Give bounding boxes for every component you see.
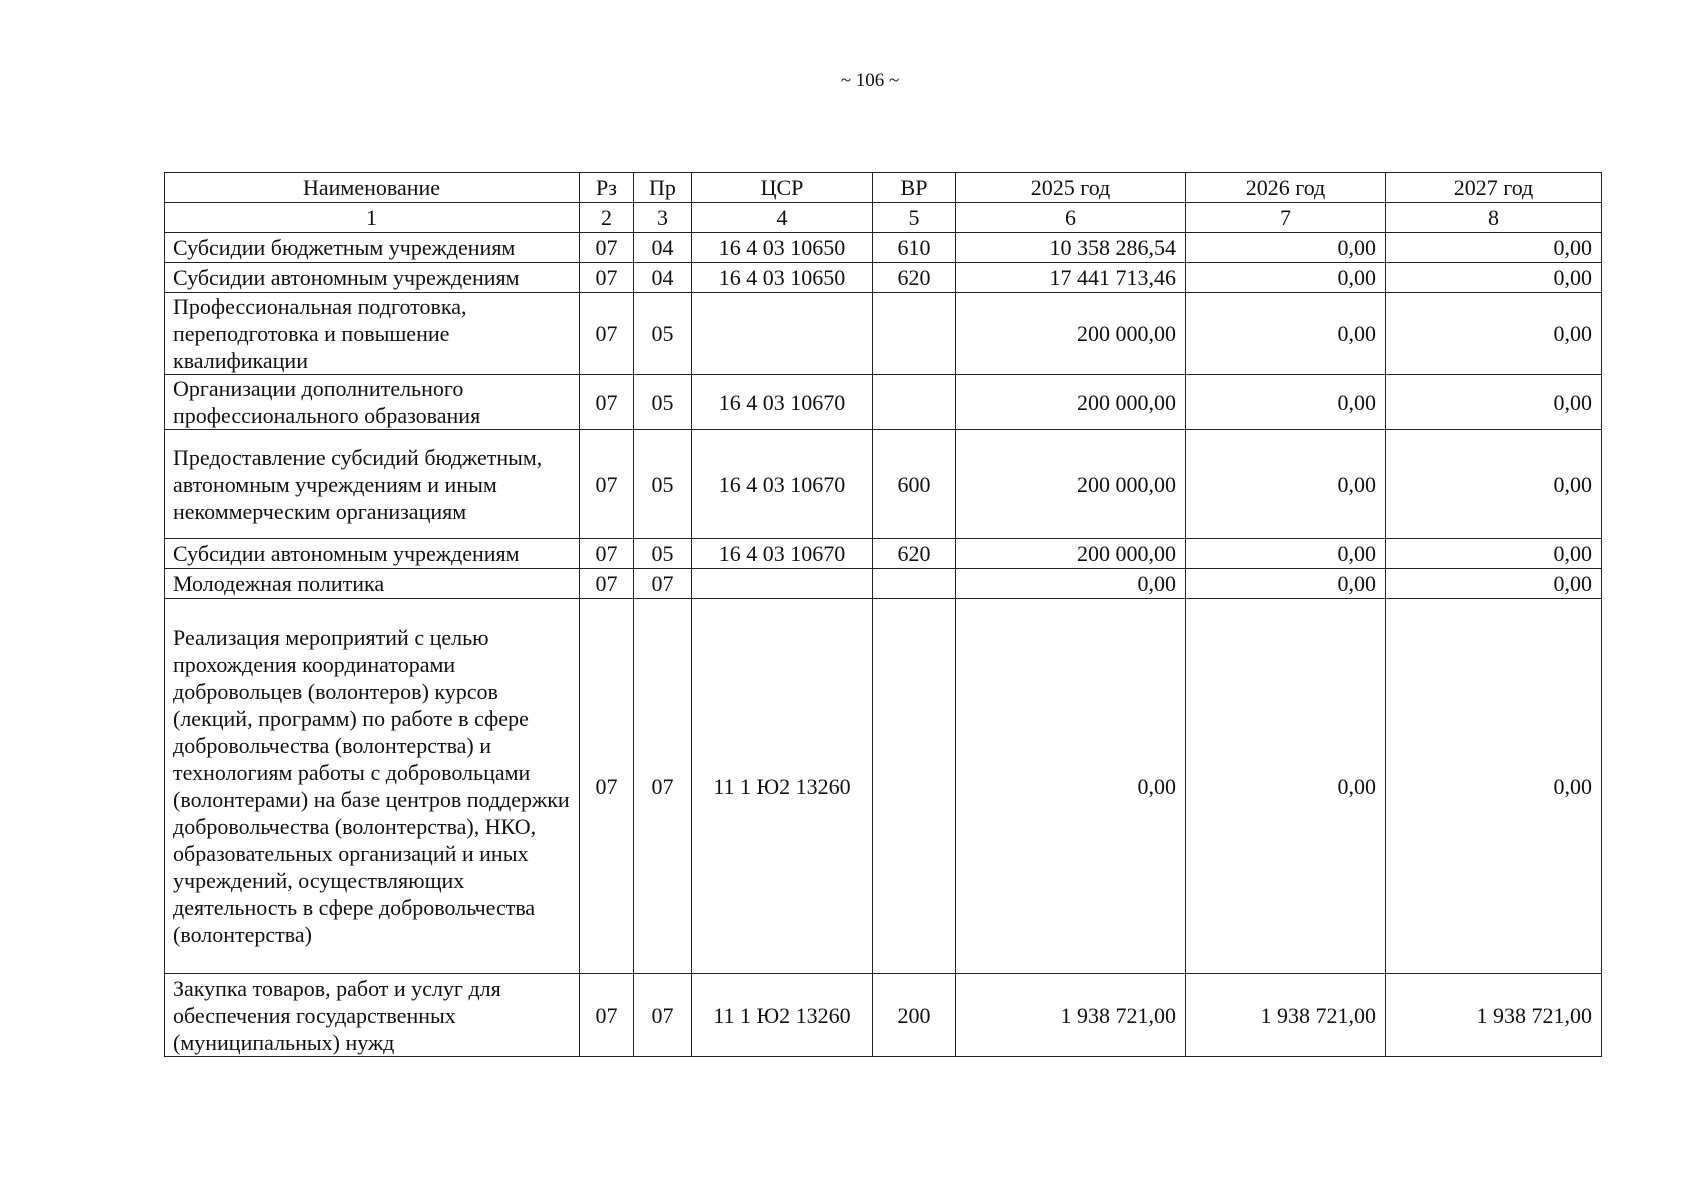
column-number: 2 [580, 203, 634, 233]
column-number: 5 [873, 203, 956, 233]
column-number: 7 [1186, 203, 1386, 233]
row-2027: 0,00 [1386, 293, 1602, 375]
row-2026: 0,00 [1186, 233, 1386, 263]
row-vr: 600 [873, 430, 956, 539]
row-name: Субсидии автономным учреждениям [165, 539, 580, 569]
row-2027: 0,00 [1386, 569, 1602, 599]
table-row [165, 599, 1602, 974]
row-2025: 1 938 721,00 [956, 974, 1186, 1057]
header-row [165, 173, 1602, 203]
row-rz: 07 [580, 599, 634, 974]
row-name: Реализация мероприятий с целью прохождения координаторами добровольцев (волонтеров) курсов (лекций, программ) по работе в сфере добровольчества (волонтерства) и технологиям работы с добровольцами (волонтерами) на базе центров поддержки добровольчества (волонтерства), НКО, образовательных организаций и иных учреждений, осуществляющих деятельность в сфере добровольчества (волонтерства) [165, 599, 580, 974]
row-2025: 17 441 713,46 [956, 263, 1186, 293]
row-pr: 07 [634, 599, 692, 974]
row-csr: 11 1 Ю2 13260 [692, 974, 873, 1057]
header-vr: ВР [873, 173, 956, 203]
row-2025: 0,00 [956, 569, 1186, 599]
header-rz: Рз [580, 173, 634, 203]
row-2025: 0,00 [956, 599, 1186, 974]
table-row [165, 569, 1602, 599]
row-rz: 07 [580, 263, 634, 293]
column-number: 8 [1386, 203, 1602, 233]
row-vr [873, 599, 956, 974]
row-rz: 07 [580, 539, 634, 569]
row-2025: 10 358 286,54 [956, 233, 1186, 263]
row-csr: 16 4 03 10650 [692, 263, 873, 293]
row-2025: 200 000,00 [956, 539, 1186, 569]
row-vr [873, 569, 956, 599]
row-2026: 1 938 721,00 [1186, 974, 1386, 1057]
budget-table [164, 172, 1602, 1057]
row-csr [692, 569, 873, 599]
column-number: 1 [165, 203, 580, 233]
row-name: Субсидии автономным учреждениям [165, 263, 580, 293]
row-2025: 200 000,00 [956, 375, 1186, 430]
row-name: Организации дополнительного профессионального образования [165, 375, 580, 430]
row-csr: 16 4 03 10670 [692, 375, 873, 430]
table-row [165, 539, 1602, 569]
column-number-row [165, 203, 1602, 233]
row-rz: 07 [580, 974, 634, 1057]
row-2025: 200 000,00 [956, 430, 1186, 539]
row-2026: 0,00 [1186, 599, 1386, 974]
row-csr: 11 1 Ю2 13260 [692, 599, 873, 974]
row-vr [873, 293, 956, 375]
row-2027: 0,00 [1386, 233, 1602, 263]
row-vr: 200 [873, 974, 956, 1057]
row-pr: 05 [634, 539, 692, 569]
row-pr: 04 [634, 263, 692, 293]
column-number: 6 [956, 203, 1186, 233]
table-row [165, 233, 1602, 263]
row-pr: 05 [634, 293, 692, 375]
row-pr: 05 [634, 430, 692, 539]
table-row [165, 293, 1602, 375]
row-2026: 0,00 [1186, 293, 1386, 375]
row-name: Профессиональная подготовка, переподготовка и повышение квалификации [165, 293, 580, 375]
row-csr [692, 293, 873, 375]
row-name: Молодежная политика [165, 569, 580, 599]
row-vr [873, 375, 956, 430]
table-row [165, 375, 1602, 430]
row-2027: 0,00 [1386, 599, 1602, 974]
row-name: Закупка товаров, работ и услуг для обеспечения государственных (муниципальных) нужд [165, 974, 580, 1057]
column-number: 4 [692, 203, 873, 233]
column-number: 3 [634, 203, 692, 233]
row-csr: 16 4 03 10670 [692, 430, 873, 539]
header-csr: ЦСР [692, 173, 873, 203]
row-name: Субсидии бюджетным учреждениям [165, 233, 580, 263]
row-2027: 0,00 [1386, 539, 1602, 569]
row-rz: 07 [580, 375, 634, 430]
row-2026: 0,00 [1186, 263, 1386, 293]
page-number: ~ 106 ~ [840, 70, 900, 91]
row-pr: 07 [634, 974, 692, 1057]
row-2026: 0,00 [1186, 430, 1386, 539]
row-vr: 620 [873, 263, 956, 293]
row-2027: 0,00 [1386, 263, 1602, 293]
row-pr: 07 [634, 569, 692, 599]
row-2027: 0,00 [1386, 375, 1602, 430]
row-rz: 07 [580, 430, 634, 539]
table-row [165, 430, 1602, 539]
row-2027: 0,00 [1386, 430, 1602, 539]
header-2027: 2027 год [1386, 173, 1602, 203]
row-vr: 610 [873, 233, 956, 263]
row-csr: 16 4 03 10650 [692, 233, 873, 263]
header-2025: 2025 год [956, 173, 1186, 203]
row-pr: 05 [634, 375, 692, 430]
row-pr: 04 [634, 233, 692, 263]
row-2025: 200 000,00 [956, 293, 1186, 375]
row-2026: 0,00 [1186, 375, 1386, 430]
row-rz: 07 [580, 233, 634, 263]
row-2027: 1 938 721,00 [1386, 974, 1602, 1057]
row-2026: 0,00 [1186, 539, 1386, 569]
table-row [165, 263, 1602, 293]
row-vr: 620 [873, 539, 956, 569]
row-name: Предоставление субсидий бюджетным, автономным учреждениям и иным некоммерческим организациям [165, 430, 580, 539]
header-2026: 2026 год [1186, 173, 1386, 203]
row-rz: 07 [580, 569, 634, 599]
header-pr: Пр [634, 173, 692, 203]
row-csr: 16 4 03 10670 [692, 539, 873, 569]
row-rz: 07 [580, 293, 634, 375]
header-name: Наименование [165, 173, 580, 203]
row-2026: 0,00 [1186, 569, 1386, 599]
table-row [165, 974, 1602, 1057]
